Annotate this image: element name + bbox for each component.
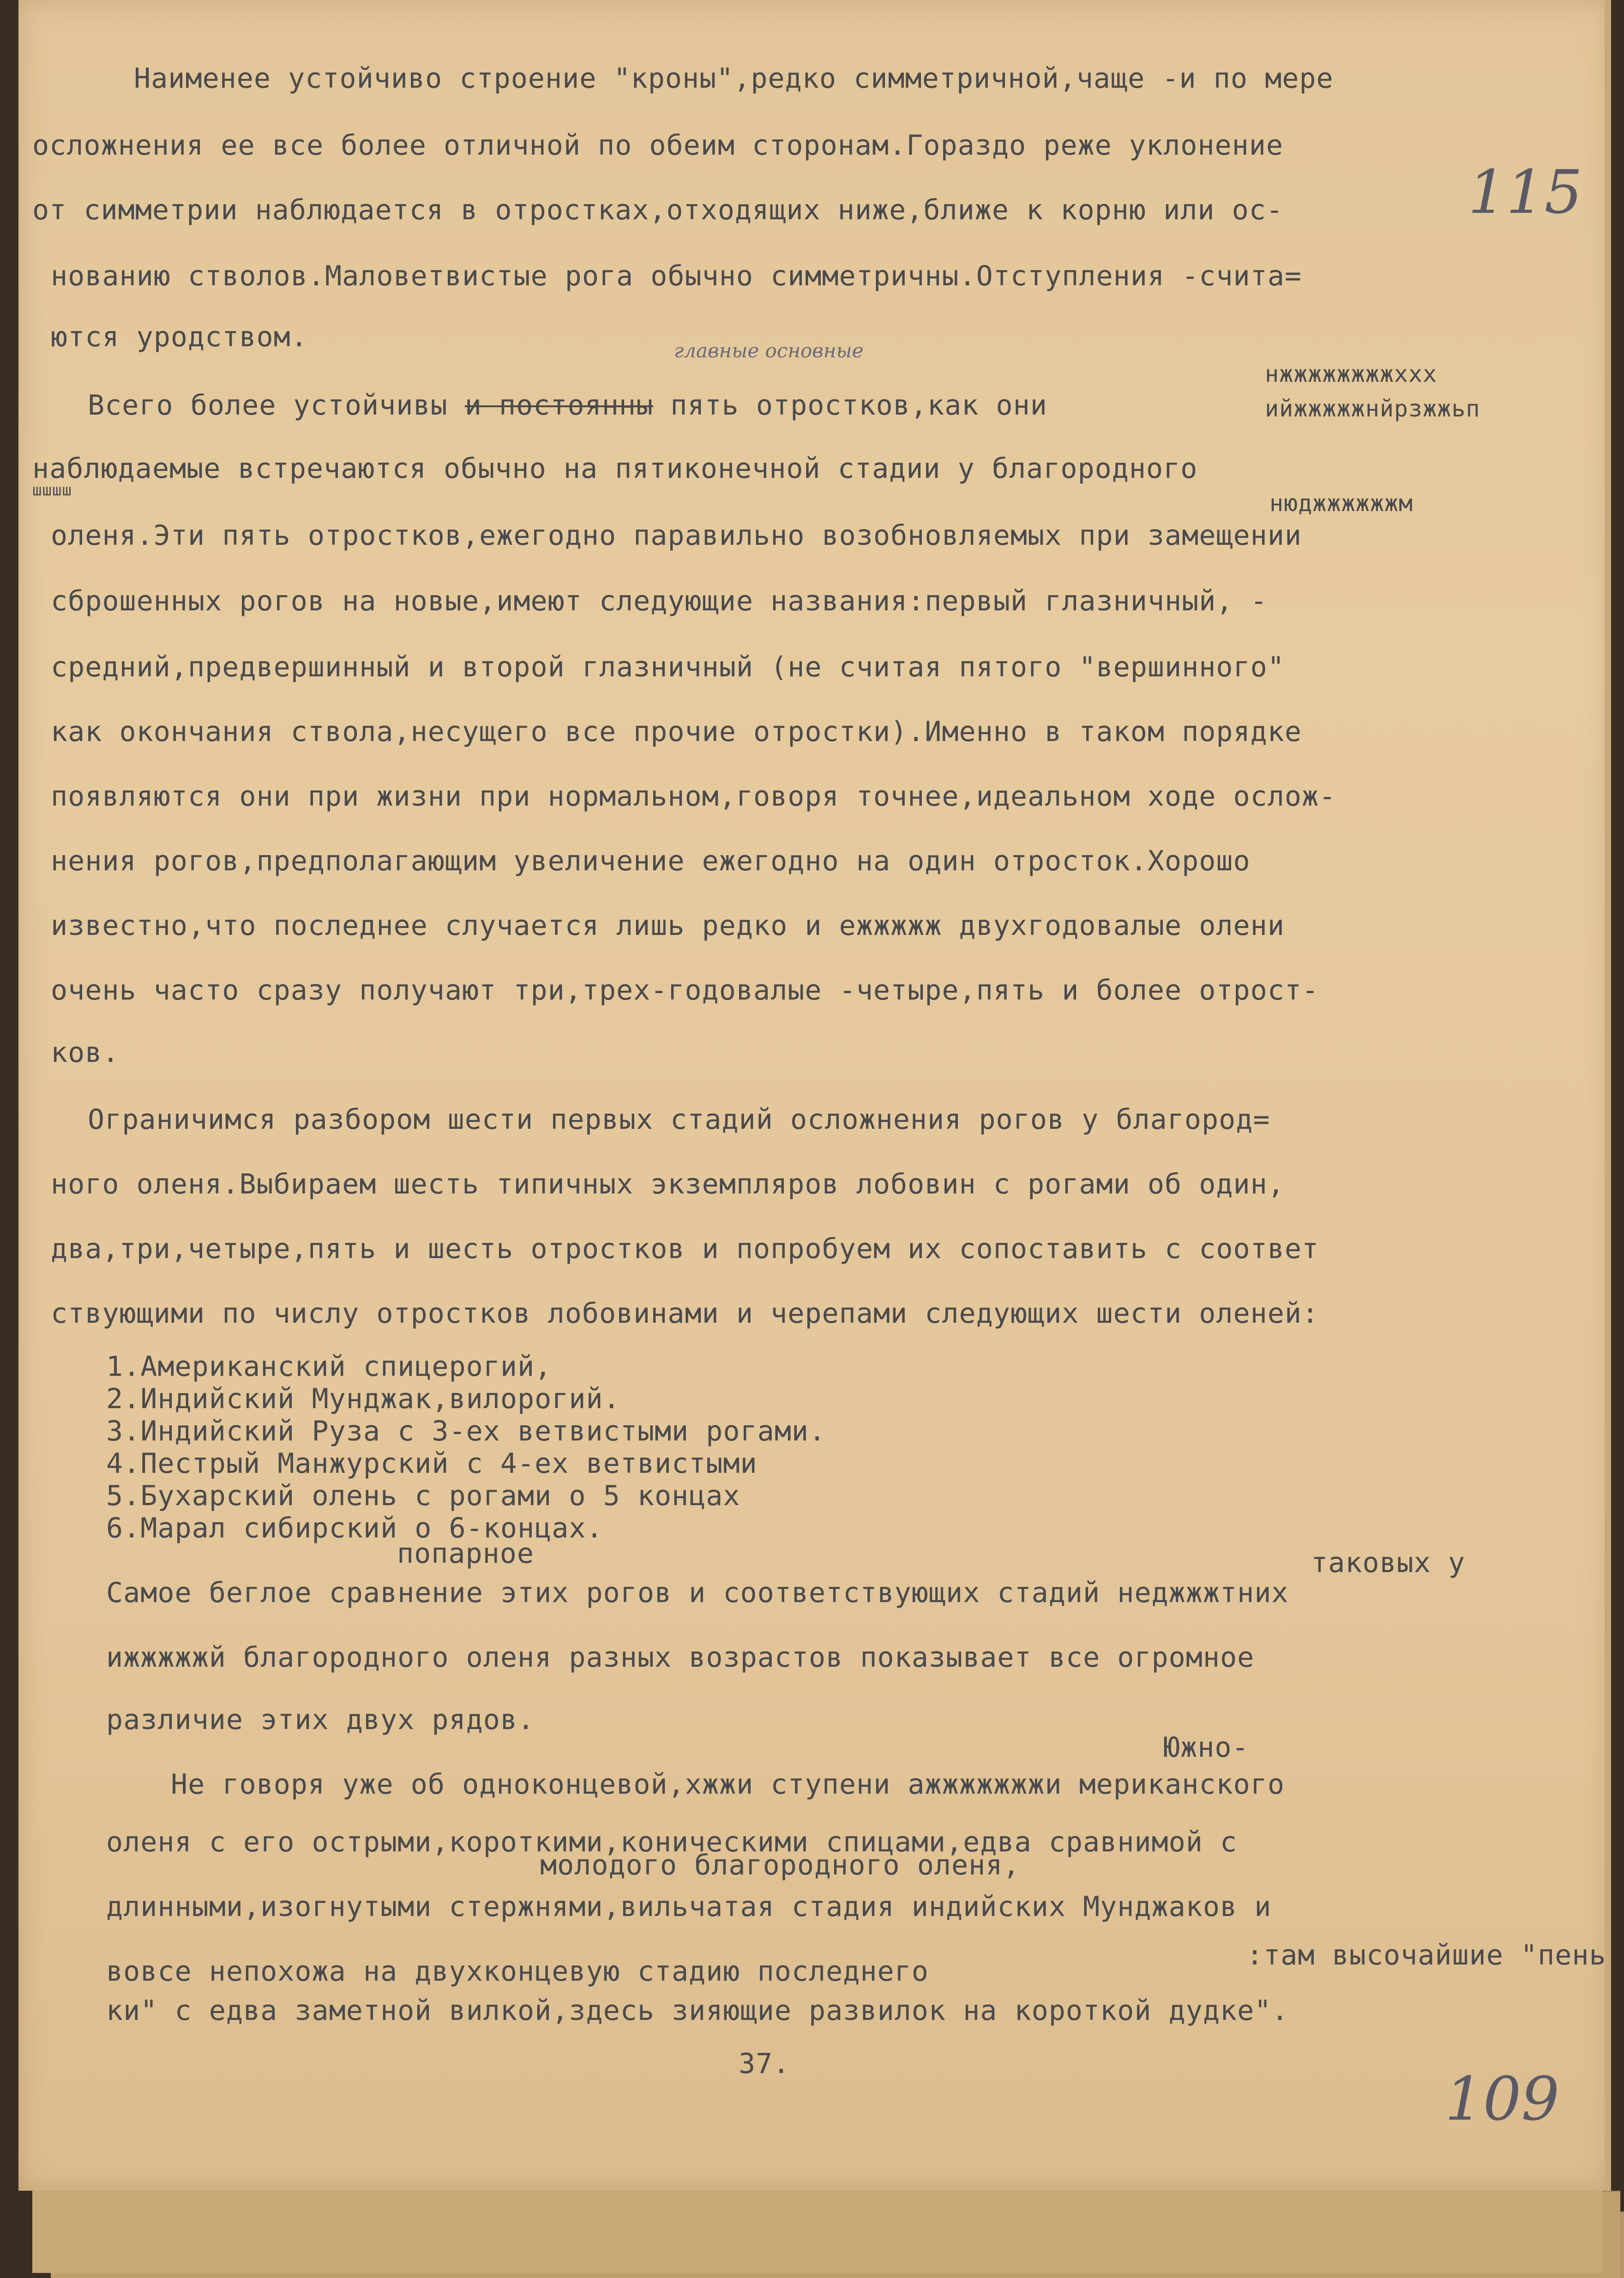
- text-line: Всего более устойчивы и постоянны пять отростков,как они: [88, 389, 1047, 422]
- interlinear-insertion: :там высочайшие "пень: [1246, 1939, 1606, 1971]
- text-line: ного оленя.Выбираем шесть типичных экземпляров лобовин с рогами об один,: [51, 1168, 1285, 1200]
- overtyped-text: ийжжжжжнйрзжжьп: [1265, 395, 1480, 422]
- text-line: длинными,изогнутыми стержнями,вильчатая стадия индийских Мунджаков и: [106, 1891, 1272, 1923]
- text-line: ствующими по числу отростков лобовинами и черепами следующих шести оленей:: [51, 1297, 1319, 1330]
- text-line: наблюдаемые встречаются обычно на пятиконечной стадии у благородного: [32, 452, 1198, 485]
- handwritten-folio-number: 115: [1468, 157, 1583, 227]
- text-line: Наименее устойчиво строение "кроны",редко симметричной,чаще -и по мере: [134, 62, 1334, 95]
- handwritten-folio-number: 109: [1445, 2064, 1560, 2134]
- overtyped-text: ажжжжжжжи: [908, 1768, 1062, 1801]
- typewritten-page: [18, 0, 1611, 2191]
- overtyped-text: ижжжжжй: [106, 1641, 226, 1674]
- text-line: Самое беглое сравнение этих рогов и соответствующих стадий неджжжтних: [106, 1577, 1289, 1609]
- text-line: осложнения ее все более отличной по обеим сторонам.Гораздо реже уклонение: [32, 129, 1283, 162]
- text-line: сброшенных рогов на новые,имеют следующие названия:первый глазничный, -: [51, 585, 1268, 617]
- text-line: как окончания ствола,несущего все прочие отростки).Именно в таком порядке: [51, 716, 1302, 748]
- page-number: 37.: [739, 2048, 790, 2080]
- text-line: нованию стволов.Маловетвистые рога обычно симметричны.Отступления -счита=: [51, 260, 1302, 292]
- list-item: 1.Американский спицерогий,: [106, 1350, 552, 1383]
- text-line: очень часто сразу получают три,трех-годовалые -четыре,пять и более отрост-: [51, 974, 1319, 1006]
- overtyped-text: шшшш: [32, 481, 72, 500]
- page-edge: [1605, 0, 1611, 2191]
- overtyped-text: нжжжжжжжжххх: [1265, 361, 1438, 387]
- text-line: средний,предвершинный и второй глазничный (не считая пятого "вершинного": [51, 651, 1285, 683]
- interlinear-insertion: Южно-: [1163, 1731, 1249, 1764]
- text-line: нения рогов,предполагающим увеличение ежегодно на один отросток.Хорошо: [51, 845, 1251, 877]
- text-line: различие этих двух рядов.: [106, 1704, 535, 1736]
- overtyped-text: наблюдаемые: [32, 452, 221, 485]
- list-item: 3.Индийский Руза с 3-ех ветвистыми рогами.: [106, 1415, 826, 1447]
- text-line: оленя.Эти пять отростков,ежегодно паравильно возобновляемых при замещении: [51, 519, 1302, 552]
- interlinear-insertion: попарное: [397, 1537, 534, 1570]
- overtyped-text: нюджжжжжжм: [1269, 490, 1413, 517]
- text-line: ков.: [51, 1037, 120, 1069]
- text-line: Ограничимся разбором шести первых стадий осложнения рогов у благород=: [88, 1103, 1270, 1136]
- list-item: 5.Бухарский олень с рогами о 5 концах: [106, 1480, 740, 1512]
- overtyped-text: хжжи: [685, 1768, 754, 1801]
- overtyped-text: ежжжжж: [839, 910, 942, 942]
- text-line: известно,что последнее случается лишь редко и ежжжжж двухгодовалые олени: [51, 910, 1285, 942]
- text-line: появляются они при жизни при нормальном,говоря точнее,идеальном ходе ослож-: [51, 780, 1336, 813]
- text-line: Не говоря уже об одноконцевой,хжжи ступени ажжжжжжжи мериканского: [171, 1768, 1285, 1801]
- list-item: 4.Пестрый Манжурский с 4-ех ветвистыми: [106, 1447, 758, 1480]
- overtyped-text: неджжжтних: [1117, 1577, 1289, 1609]
- handwritten-insertion: главные основные: [674, 339, 864, 362]
- text-line: ки" с едва заметной вилкой,здесь зияющие развилок на короткой дудке".: [106, 1995, 1289, 2027]
- struck-text: и постоянны: [464, 389, 654, 422]
- text-line: от симметрии наблюдается в отростках,отходящих ниже,ближе к корню или ос-: [32, 194, 1283, 226]
- list-item: 2.Индийский Мунджак,вилорогий.: [106, 1383, 620, 1415]
- text-line: оленя с его острыми,короткими,коническими спицами,едва сравнимой с: [106, 1826, 1238, 1858]
- interlinear-insertion: таковых у: [1311, 1547, 1466, 1579]
- text-line: два,три,четыре,пять и шесть отростков и попробуем их сопоставить с соответ: [51, 1233, 1319, 1265]
- text-line: ижжжжжй благородного оленя разных возрастов показывает все огромное: [106, 1641, 1255, 1674]
- list-item: 6.Марал сибирский о 6-концах.: [106, 1512, 603, 1544]
- interlinear-insertion: молодого благородного оленя,: [540, 1849, 1020, 1881]
- text-line: ются уродством.: [51, 321, 308, 353]
- text-line: вовсе непохожа на двухконцевую стадию последнего: [106, 1955, 929, 1988]
